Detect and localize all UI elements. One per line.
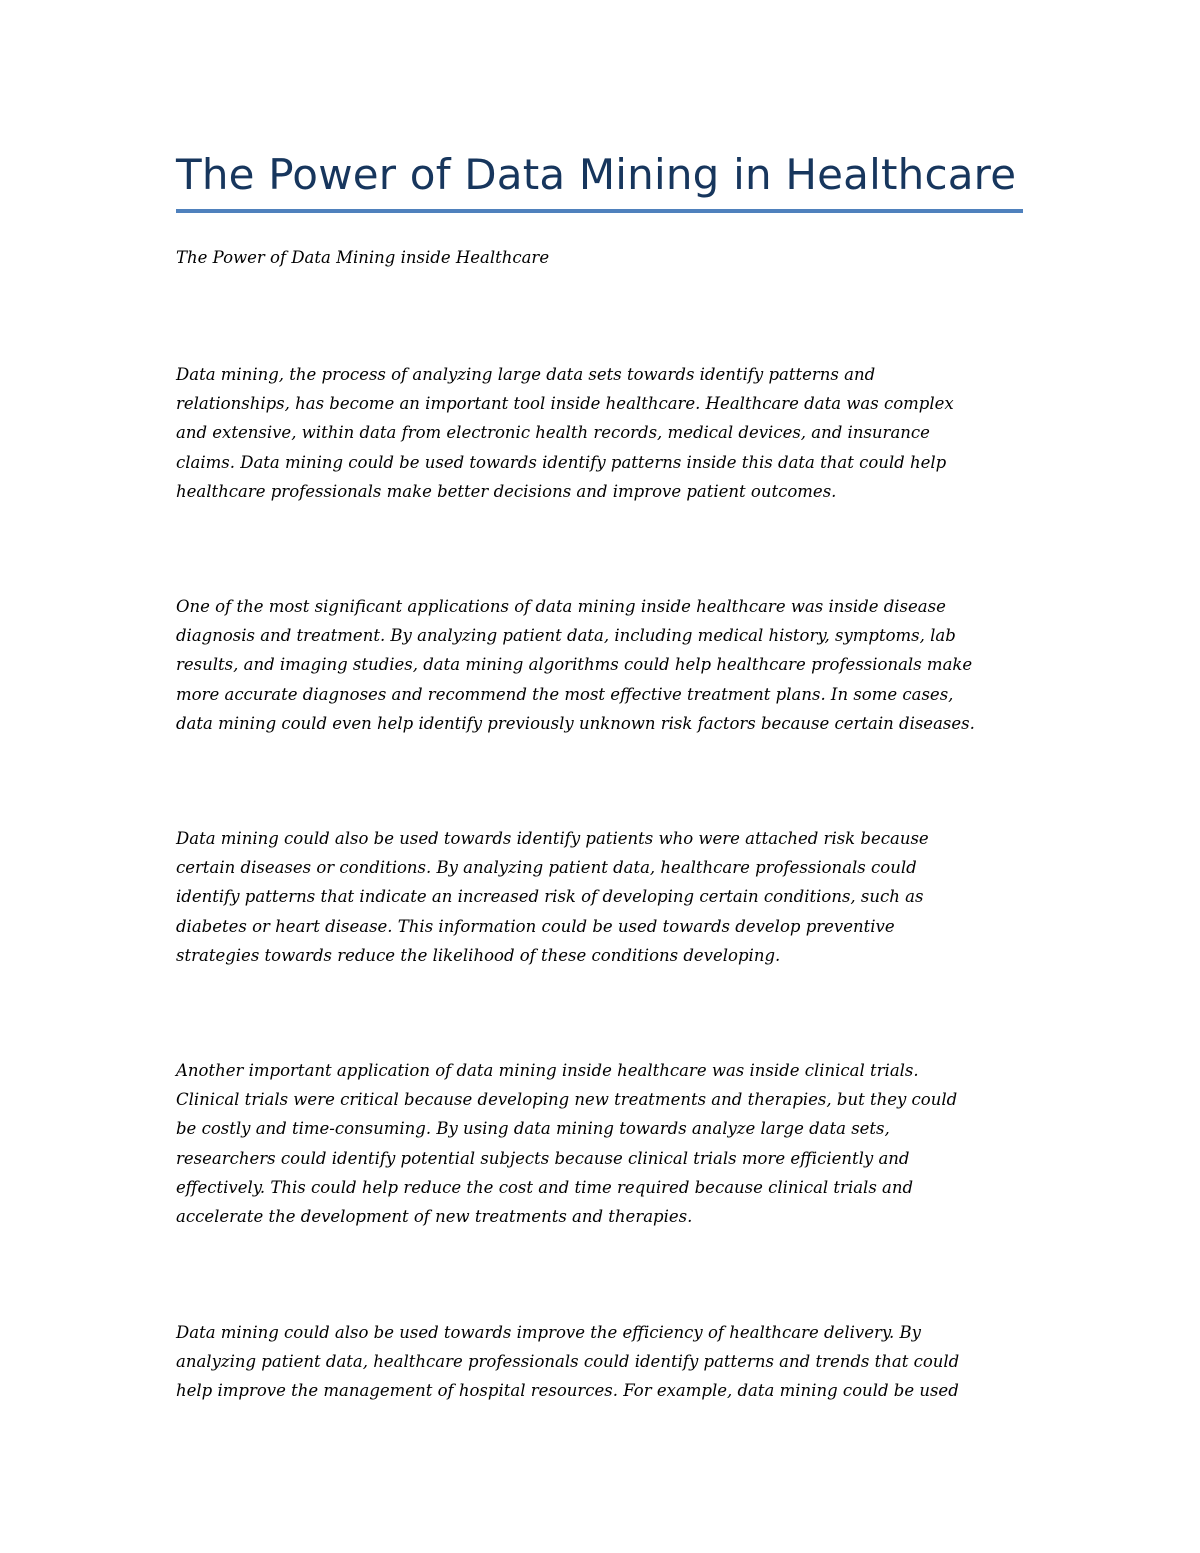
paragraph-line: One of the most significant applications of data mining inside healthcare was inside disease [176,597,946,616]
document-subtitle: The Power of Data Mining inside Healthcare [176,248,550,267]
paragraph-line: diabetes or heart disease. This information could be used towards develop preventive [176,916,895,936]
paragraph-line: healthcare professionals make better decisions and improve patient outcomes. [176,481,837,501]
paragraph-line: researchers could identify potential subjects because clinical trials more efficiently and [176,1148,910,1168]
paragraph-line: accelerate the development of new treatments and therapies. [176,1207,693,1227]
paragraph-line: more accurate diagnoses and recommend the most effective treatment plans. In some cases, [176,684,954,704]
paragraph-line: diagnosis and treatment. By analyzing patient data, including medical history, symptoms, lab [176,626,956,646]
paragraph-line: claims. Data mining could be used towards identify patterns inside this data that could help [176,452,947,472]
paragraph-line: be costly and time-consuming. By using data mining towards analyze large data sets, [176,1119,890,1139]
paragraph-line: help improve the management of hospital resources. For example, data mining could be used [176,1381,959,1401]
paragraph-line: and extensive, within data from electronic health records, medical devices, and insurance [176,423,930,443]
paragraph-line: data mining could even help identify previously unknown risk factors because certain diseases. [176,713,975,733]
title-underline-rule [176,209,1023,213]
paragraph-data-mining-intro [176,360,1046,506]
paragraph-diagnosis-treatment [176,592,1046,738]
paragraph-risk-identification [176,824,1046,970]
paragraph-line: Data mining could also be used towards identify patients who were attached risk because [176,829,929,848]
paragraph-healthcare-efficiency [176,1318,1046,1406]
paragraph-line: identify patterns that indicate an increased risk of developing certain conditions, such as [176,887,924,907]
paragraph-line: Data mining, the process of analyzing large data sets towards identify patterns and [176,365,876,384]
paragraph-line: Another important application of data mining inside healthcare was inside clinical trials. [176,1061,919,1080]
paragraph-line: Data mining could also be used towards improve the efficiency of healthcare delivery. By [176,1323,921,1342]
paragraph-line: effectively. This could help reduce the cost and time required because clinical trials and [176,1177,914,1197]
paragraph-line: strategies towards reduce the likelihood of these conditions developing. [176,945,781,965]
paragraph-line: analyzing patient data, healthcare professionals could identify patterns and trends that could [176,1352,960,1372]
paragraph-line: results, and imaging studies, data mining algorithms could help healthcare professionals make [176,655,973,675]
paragraph-line: relationships, has become an important tool inside healthcare. Healthcare data was complex [176,394,954,414]
paragraph-line: certain diseases or conditions. By analyzing patient data, healthcare professionals could [176,858,917,878]
document-title: The Power of Data Mining in Healthcare [176,150,1017,199]
paragraph-clinical-trials [176,1056,1046,1231]
paragraph-line: Clinical trials were critical because developing new treatments and therapies, but they could [176,1090,958,1110]
